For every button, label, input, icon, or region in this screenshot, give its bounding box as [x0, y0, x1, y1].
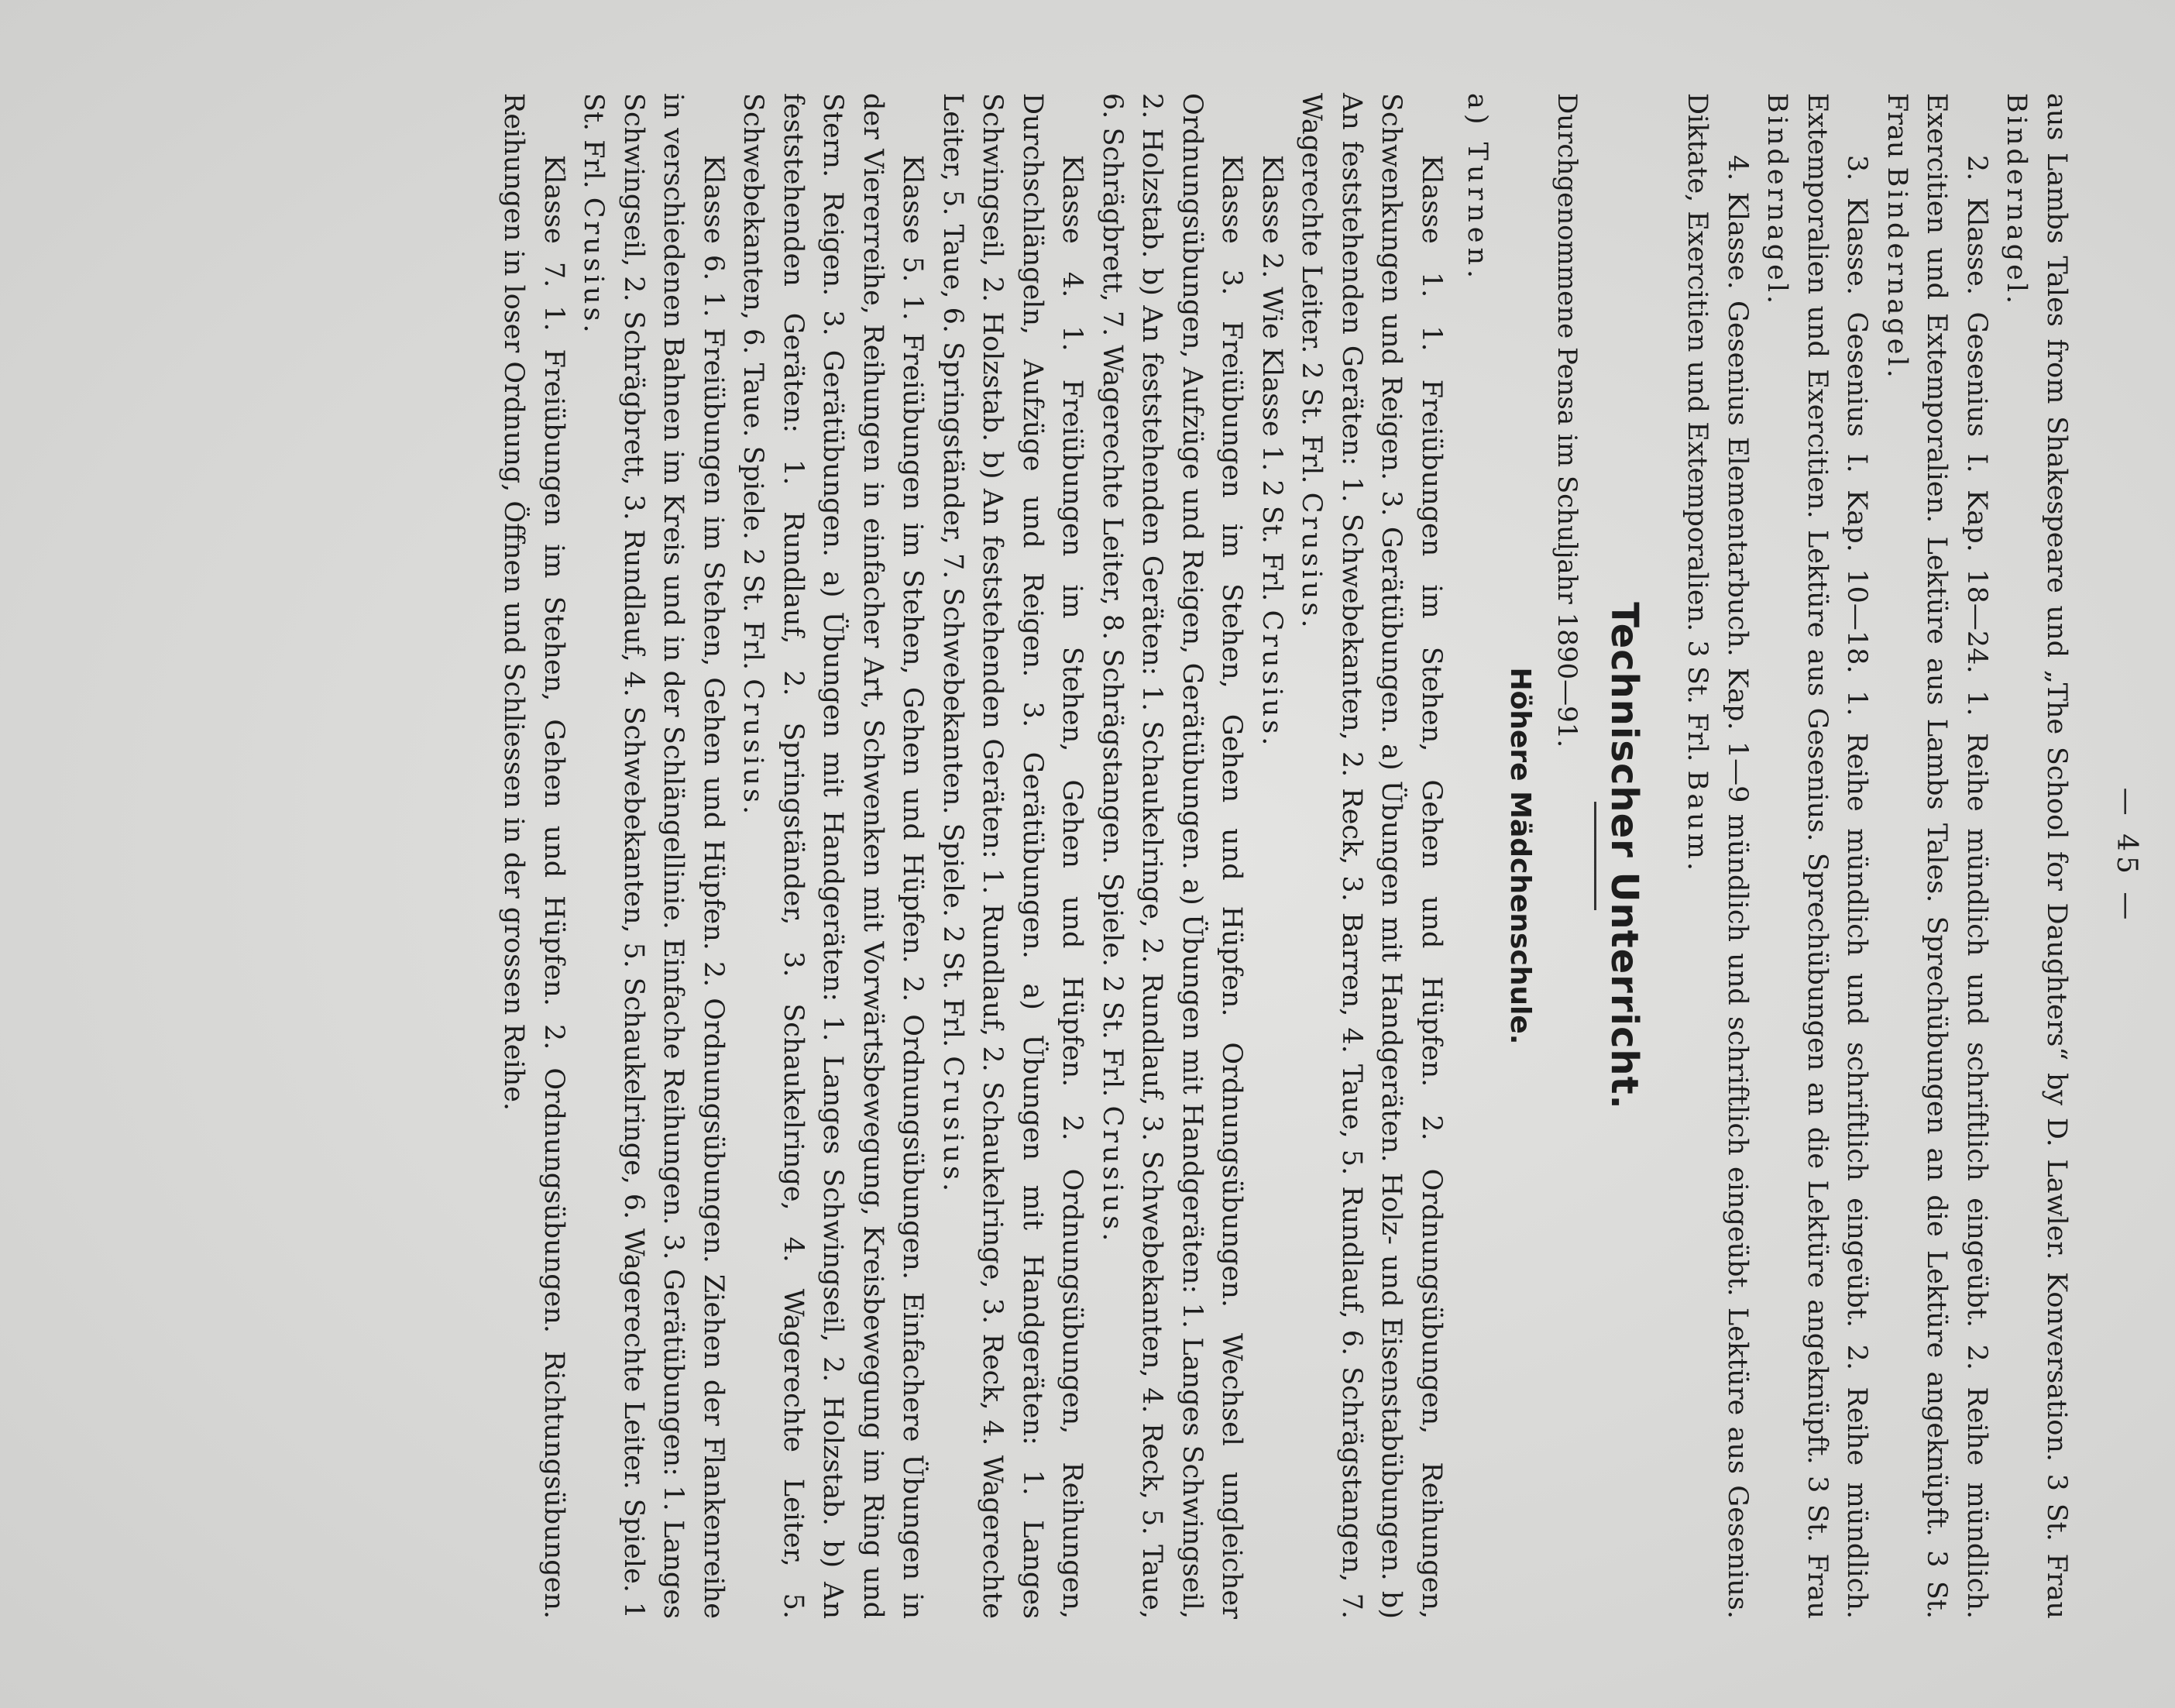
- class-text: Klasse 5. 1. Freiübungen im Stehen, Gehen und Hüpfen. 2. Ordnungsübungen. Einfachere Übungen in der Viererreihe, Reihungen in einfacher Art, Schwenken mit Vorwärtsbewegung, Kreisbewegung im Ring und Stern. Reigen. 3. Gerätübungen. a) Übungen mit Handgeräten: 1. Langes Schwingseil, 2. Holzstab. b) An feststehenden Geräten: 1. Rundlauf, 2. Springständer, 3. Schaukelringe, 4. Wagerechte Leiter, 5. Schwebekanten, 6. Taue. Spiele. 2 St. Frl.: [737, 93, 929, 1619]
- intro-paragraph-3: 3. Klasse. Gesenius I. Kap. 10—18. 1. Reihe mündlich und schriftlich eingeübt. 2. Reihe mündlich. Extemporalien und Exercitien. Lektüre aus Gesenius. Sprechübungen an die Lektüre angeknüpft. 3 St. Frau Bindernagel.: [1761, 93, 1873, 1619]
- class-paragraph-1: Klasse 1. 1. Freiübungen im Stehen, Gehen und Hüpfen. 2. Ordnungsübungen, Reihungen, Schwenkungen und Reigen. 3. Gerätübungen. a) Übungen mit Handgeräten. Holz- und Eisenstabübungen. b) An feststehenden Geräten: 1. Schwebekanten, 2. Reck, 3. Barren, 4. Taue, 5. Rundlauf, 6. Schrägstangen, 7. Wagerechte Leiter. 2 St. Frl. Crusius.: [1296, 93, 1447, 1619]
- intro-text-4: 4. Klasse. Gesenius Elementarbuch. Kap. 1—9 mündlich und schriftlich eingeübt. Lektüre aus Gesenius. Diktate, Exercitien und Extemporalien. 3 St. Frl.: [1682, 93, 1753, 1619]
- intro-text-2: 2. Klasse. Gesenius I. Kap. 18—24. 1. Reihe mündlich und schriftlich eingeübt. 2. Reihe mündlich. Exercitien und Extemporalien. Lektüre aus Lambs Tales. Sprechübungen an die Lektüre angeknüpft. 3 St. Frau: [1881, 93, 1992, 1619]
- class-paragraph-4: Klasse 4. 1. Freiübungen im Stehen, Gehen und Hüpfen. 2. Ordnungsübungen, Reihungen, Durchschlängeln, Aufzüge und Reigen. 3. Gerätübungen. a) Übungen mit Handgeräten: 1. Langes Schwingseil, 2. Holzstab. b) An feststehenden Geräten: 1. Rundlauf, 2. Schaukelringe, 3. Reck, 4. Wagerechte Leiter, 5. Taue, 6. Springständer, 7. Schwebekanten. Spiele. 2 St. Frl. Crusius.: [937, 93, 1088, 1619]
- title-divider: [1594, 802, 1596, 910]
- intro-paragraph-2: 2. Klasse. Gesenius I. Kap. 18—24. 1. Reihe mündlich und schriftlich eingeübt. 2. Reihe mündlich. Exercitien und Extemporalien. Lektüre aus Lambs Tales. Sprechübungen an die Lektüre angeknüpft. 3 St. Frau Bindernagel.: [1881, 93, 1992, 1619]
- intro-text-3: 3. Klasse. Gesenius I. Kap. 10—18. 1. Reihe mündlich und schriftlich eingeübt. 2. Reihe mündlich. Extemporalien und Exercitien. Lektüre aus Gesenius. Sprechübungen an die Lektüre angeknüpft. 3 St. Frau: [1802, 93, 1873, 1619]
- class-text: Klasse 2. Wie Klasse 1. 2 St. Frl.: [1256, 155, 1287, 602]
- class-text: Klasse 7. 1. Freiübungen im Stehen, Gehen und Hüpfen. 2. Ordnungsübungen. Richtungsübungen. Reihungen in loser Ordnung, Öffnen und Schliessen in der grossen Reihe.: [498, 93, 569, 1619]
- page-content: [493, 93, 2076, 1619]
- class-paragraph-5: Klasse 5. 1. Freiübungen im Stehen, Gehen und Hüpfen. 2. Ordnungsübungen. Einfachere Übungen in der Viererreihe, Reihungen in einfacher Art, Schwenken mit Vorwärtsbewegung, Kreisbewegung im Ring und Stern. Reigen. 3. Gerätübungen. a) Übungen mit Handgeräten: 1. Langes Schwingseil, 2. Holzstab. b) An feststehenden Geräten: 1. Rundlauf, 2. Springständer, 3. Schaukelringe, 4. Wagerechte Leiter, 5. Schwebekanten, 6. Taue. Spiele. 2 St. Frl. Crusius.: [737, 93, 929, 1619]
- teacher-name: Crusius: [1296, 492, 1328, 620]
- intro-paragraph-4: 4. Klasse. Gesenius Elementarbuch. Kap. 1—9 mündlich und schriftlich eingeübt. Lektüre aus Gesenius. Diktate, Exercitien und Extemporalien. 3 St. Frl. Baum.: [1682, 93, 1753, 1619]
- class-paragraph-3: Klasse 3. Freiübungen im Stehen, Gehen und Hüpfen. Ordnungsübungen. Wechsel ungleicher Ordnungsübungen, Aufzüge und Reigen, Gerätübungen. a) Übungen mit Handgeräten: 1. Langes Schwingseil, 2. Holzstab. b) An feststehenden Geräten: 1. Schaukelringe, 2. Rundlauf, 3. Schwebekanten, 4. Reck, 5. Taue, 6. Schrägbrett, 7. Wagerechte Leiter, 8. Schrägstangen. Spiele. 2 St. Frl. Crusius.: [1097, 93, 1248, 1619]
- intro-paragraph-1: aus Lambs Tales from Shakespeare und „The School for Daughters“ by D. Lawler. Konversation. 3 St. Frau Bindernagel.: [2001, 93, 2072, 1619]
- teacher-name: Bindernagel: [1761, 93, 1793, 296]
- page-number: — 45 —: [2111, 787, 2142, 925]
- teacher-name: Crusius: [737, 679, 769, 806]
- class-paragraph-7: [493, 93, 573, 1619]
- class-paragraph-6: Klasse 6. 1. Freiübungen im Stehen, Gehen und Hüpfen. 2. Ordnungsübungen. Ziehen der Flankenreihe in verschiedenen Bahnen im Kreis und in der Schlängellinie. Einfache Reihungen. 3. Gerätübungen: 1. Langes Schwingseil, 2. Schrägbrett, 3. Rundlauf, 4. Schwebekanten, 5. Schaukelringe, 6. Wagerechte Leiter. Spiele. 1 St. Frl. Crusius.: [578, 93, 729, 1619]
- teacher-name: Baum: [1682, 770, 1713, 862]
- class-text: Klasse 6. 1. Freiübungen im Stehen, Gehen und Hüpfen. 2. Ordnungsübungen. Ziehen der Flankenreihe in verschiedenen Bahnen im Kreis und in der Schlängellinie. Einfache Reihungen. 3. Gerätübungen: 1. Langes Schwingseil, 2. Schrägbrett, 3. Rundlauf, 4. Schwebekanten, 5. Schaukelringe, 6. Wagerechte Leiter. Spiele. 1 St. Frl.: [578, 93, 729, 1619]
- teacher-name: Crusius: [1256, 610, 1287, 737]
- teacher-name: Crusius: [937, 1056, 968, 1183]
- class-text: Klasse 1. 1. Freiübungen im Stehen, Gehen und Hüpfen. 2. Ordnungsübungen, Reihungen, Schwenkungen und Reigen. 3. Gerätübungen. a) Übungen mit Handgeräten. Holz- und Eisenstabübungen. b) An feststehenden Geräten: 1. Schwebekanten, 2. Reck, 3. Barren, 4. Taue, 5. Rundlauf, 6. Schrägstangen, 7. Wagerechte Leiter. 2 St. Frl.: [1296, 93, 1447, 1619]
- class-paragraph-2: Klasse 2. Wie Klasse 1. 2 St. Frl. Crusius.: [1256, 155, 1287, 746]
- class-text: Klasse 4. 1. Freiübungen im Stehen, Gehen und Hüpfen. 2. Ordnungsübungen, Reihungen, Durchschlängeln, Aufzüge und Reigen. 3. Gerätübungen. a) Übungen mit Handgeräten: 1. Langes Schwingseil, 2. Holzstab. b) An feststehenden Geräten: 1. Rundlauf, 2. Schaukelringe, 3. Reck, 4. Wagerechte Leiter, 5. Taue, 6. Springständer, 7. Schwebekanten. Spiele. 2 St. Frl.: [937, 93, 1088, 1619]
- section-title: Technischer Unterricht.: [1603, 602, 1646, 1110]
- rotated-document-page: [213, 93, 2149, 1619]
- school-heading: Höhere Mädchenschule.: [1504, 667, 1537, 1045]
- class-text: Klasse 3. Freiübungen im Stehen, Gehen und Hüpfen. Ordnungsübungen. Wechsel ungleicher Ordnungsübungen, Aufzüge und Reigen, Gerätübungen. a) Übungen mit Handgeräten: 1. Langes Schwingseil, 2. Holzstab. b) An feststehenden Geräten: 1. Schaukelringe, 2. Rundlauf, 3. Schwebekanten, 4. Reck, 5. Taue, 6. Schrägbrett, 7. Wagerechte Leiter, 8. Schrägstangen. Spiele. 2 St. Frl.: [1097, 93, 1248, 1619]
- teacher-name: Bindernagel: [2001, 93, 2032, 296]
- teacher-name: Crusius: [578, 197, 610, 325]
- section-subtitle: Durchgenommene Pensa im Schuljahr 1890—91.: [1551, 93, 1582, 748]
- topic-heading: a) Turnen.: [1462, 93, 1493, 284]
- teacher-name: Crusius: [1097, 1105, 1128, 1233]
- intro-text-1: aus Lambs Tales from Shakespeare und „The School for Daughters“ by D. Lawler. Konversation. 3 St. Frau: [2041, 93, 2072, 1619]
- teacher-name: Bindernagel: [1881, 167, 1912, 369]
